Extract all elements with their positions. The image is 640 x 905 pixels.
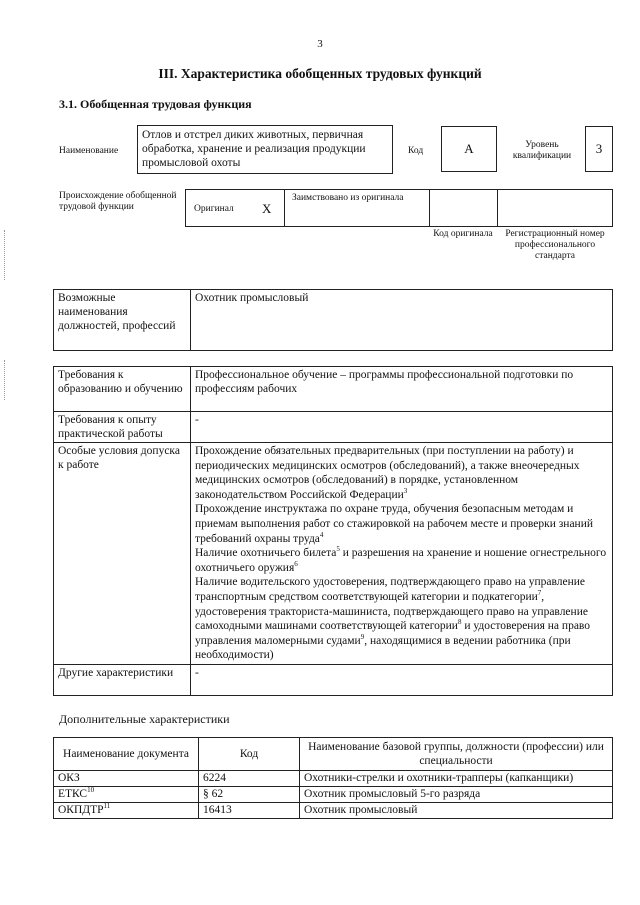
- doc-cell: ОКПДТР$^{11}$: [54, 803, 199, 819]
- original-mark: X: [262, 201, 272, 216]
- experience-value: -: [191, 412, 613, 443]
- special-item: Наличие охотничьего билета$^5$ и разрешения на хранение и ношение огнестрельного охотничьего оружия$^6$: [195, 545, 607, 574]
- name-cell: Охотник промысловый: [300, 803, 613, 819]
- level-label: Уровень квалификации: [512, 140, 572, 161]
- code-label: Код: [408, 146, 424, 156]
- positions-row: [54, 290, 613, 351]
- code-cell: § 62: [199, 787, 300, 803]
- other-row: [54, 664, 613, 695]
- origin-label: Происхождение обобщенной трудовой функции: [59, 191, 177, 212]
- name-cell: Охотники-стрелки и охотники-трапперы (капканщики): [300, 771, 613, 787]
- original-label: Оригинал: [194, 204, 234, 214]
- special-item: Прохождение инструктажа по охране труда, обучения безопасным методам и приемам выполнения работ со стажировкой на рабочем месте и проверки знаний требований охраны труда$^4$: [195, 503, 594, 545]
- positions-value: Охотник промысловый: [191, 290, 613, 351]
- level-box: [585, 126, 613, 172]
- additional-header-row: [54, 738, 613, 771]
- original-cell: [185, 189, 285, 227]
- table-row: [54, 771, 613, 787]
- section-title: III. Характеристика обобщенных трудовых функций: [158, 66, 482, 81]
- education-value: Профессиональное обучение – программы профессиональной подготовки по профессиям рабочих: [191, 367, 613, 412]
- level-value: 3: [595, 141, 603, 156]
- code-box: [441, 126, 497, 172]
- requirements-table: [53, 366, 613, 696]
- other-label: Другие характеристики: [54, 664, 191, 695]
- name-cell: Охотник промысловый 5-го разряда: [300, 787, 613, 803]
- borrowed-label: Заимствовано из оригинала: [292, 193, 404, 203]
- borrowed-cell: [284, 189, 430, 227]
- positions-table: [53, 289, 613, 351]
- code-original-caption: Код оригинала: [433, 229, 493, 239]
- special-conditions: [191, 443, 613, 665]
- additional-table: [53, 737, 613, 819]
- other-value: -: [191, 664, 613, 695]
- code-value: А: [464, 141, 474, 156]
- experience-label: Требования к опыту практической работы: [54, 412, 191, 443]
- table-row: [54, 787, 613, 803]
- code-original-cell: [429, 189, 498, 227]
- subsection-title: 3.1. Обобщенная трудовая функция: [59, 97, 252, 111]
- special-row: [54, 443, 613, 665]
- scan-margin-mark: [4, 230, 11, 280]
- education-label: Требования к образованию и обучению: [54, 367, 191, 412]
- special-item: Наличие водительского удостоверения, подтверждающего право на управление транспортным средством соответствующей категории и подкатегории$^7$, удостоверения тракториста-машиниста, подтверждающего право на управление самоходными машинами соответствующей категории$^8$ и удостоверения на право управления маломерными судами$^9$, находящимися в ведении работника (при необходимости): [195, 576, 591, 662]
- header-code: Код: [199, 738, 300, 771]
- function-name-value: Отлов и отстрел диких животных, первичная обработка, хранение и реализация продукции промысловой охоты: [142, 129, 366, 169]
- special-item: Прохождение обязательных предварительных (при поступлении на работу) и периодических медицинских осмотров (обследований), а также внеочередных медицинских осмотров (обследований) в порядке, установленном законодательством Российской Федерации$^3$: [195, 445, 580, 501]
- page-number: 3: [317, 38, 323, 50]
- doc-cell: ЕТКС$^{10}$: [54, 787, 199, 803]
- experience-row: [54, 412, 613, 443]
- header-doc: Наименование документа: [54, 738, 199, 771]
- positions-label: Возможные наименования должностей, профессий: [54, 290, 191, 351]
- header-name: Наименование базовой группы, должности (профессии) или специальности: [300, 738, 613, 771]
- reg-number-cell: [497, 189, 613, 227]
- code-cell: 6224: [199, 771, 300, 787]
- function-name-box: [137, 125, 393, 174]
- education-row: [54, 367, 613, 412]
- table-row: [54, 803, 613, 819]
- special-label: Особые условия допуска к работе: [54, 443, 191, 665]
- doc-cell: ОКЗ: [54, 771, 199, 787]
- name-label: Наименование: [59, 146, 119, 156]
- reg-number-caption: Регистрационный номер профессионального стандарта: [505, 229, 605, 261]
- additional-title: Дополнительные характеристики: [59, 712, 230, 726]
- scan-margin-mark: [4, 360, 11, 400]
- code-cell: 16413: [199, 803, 300, 819]
